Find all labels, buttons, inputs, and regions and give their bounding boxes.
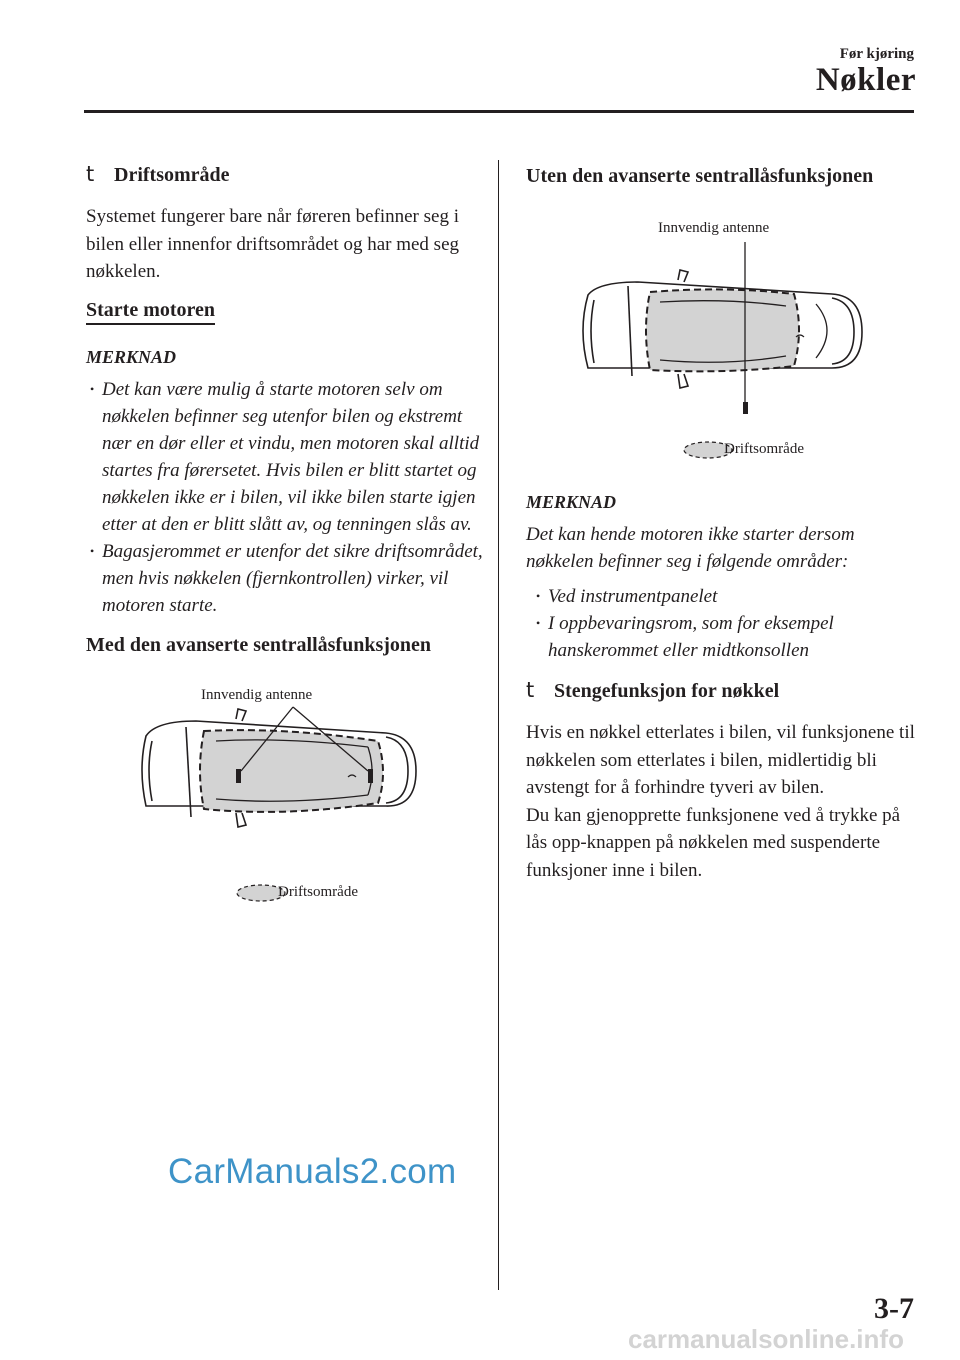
header-rule [84,110,914,113]
subheading-start-engine: Starte motoren [86,298,215,325]
antenna-rear-icon [368,769,373,783]
heading-marker-icon: t [526,678,535,702]
site-watermark: carmanualsonline.info [628,1324,904,1354]
heading-marker-icon: t [86,162,95,186]
subheading-with-advanced: Med den avanserte sentrallåsfunksjonen [86,633,432,656]
antenna-label: Innvendig antenne [201,686,313,703]
area-label: Driftsområde [278,883,358,900]
area-label: Driftsområde [724,441,804,457]
column-divider [498,160,499,1290]
intro-paragraph: Systemet fungerer bare når føreren befinner seg i bilen eller innenfor driftsområdet og har med seg nøkkelen. [86,206,460,282]
car-figure-with-advanced [86,681,486,921]
subheading-without-advanced: Uten den avanserte sentrallåsfunksjonen [526,165,874,187]
note-text: Det kan hende motoren ikke starter dersom nøkkelen befinner seg i følgende områder: [526,524,855,572]
antenna-label: Innvendig antenne [658,220,770,236]
section-label: Før kjøring [839,46,914,62]
note-item: • Ved instrumentpanelet [532,583,916,610]
chapter-title: Nøkler [815,62,916,98]
restore-paragraph: Du kan gjenopprette funksjonene ved å trykke på lås opp-knappen på nøkkelen med suspenderte funksjoner inne i bilen. [526,804,901,881]
note-list [532,583,916,664]
heading-text: Driftsområde [114,164,230,186]
car-figure-without-advanced [526,220,916,470]
antenna-icon [743,402,748,414]
note-heading: MERKNAD [526,492,617,512]
left-column [86,162,486,921]
note-item: • I oppbevaringsrom, som for eksempel hanskerommet eller midtkonsollen [532,610,916,664]
note-heading: MERKNAD [86,346,177,367]
heading-key-suspend [526,678,916,703]
note-item: • Bagasjerommet er utenfor det sikre driftsområdet, men hvis nøkkelen (fjernkontrollen) virker, vil motoren starte. [86,538,486,619]
note-item: • Det kan være mulig å starte motoren selv om nøkkelen befinner seg utenfor bilen og ekstremt nær en dør eller et vindu, men motoren skal alltid startes fra førersetet. Hvis bilen er blitt startet og nøkkelen ikke er i bilen, vil ikke bilen starte igjen etter at den er blitt slått av, og tenningen slås av. [86,376,486,538]
antenna-front-icon [236,769,241,783]
car-top-view [526,220,916,470]
heading-text: Stengefunksjon for nøkkel [554,680,780,702]
note-list [86,376,486,619]
right-column [526,162,916,896]
watermark-logo: CarManuals2.com [168,1152,457,1191]
page-number: 3-7 [874,1292,914,1325]
suspend-paragraph: Hvis en nøkkel etterlates i bilen, vil funksjonene til nøkkelen som etterlates i bilen, midlertidig bli avstengt for å forhindre tyveri av bilen. [526,722,915,798]
heading-driftsomrade [86,162,486,187]
